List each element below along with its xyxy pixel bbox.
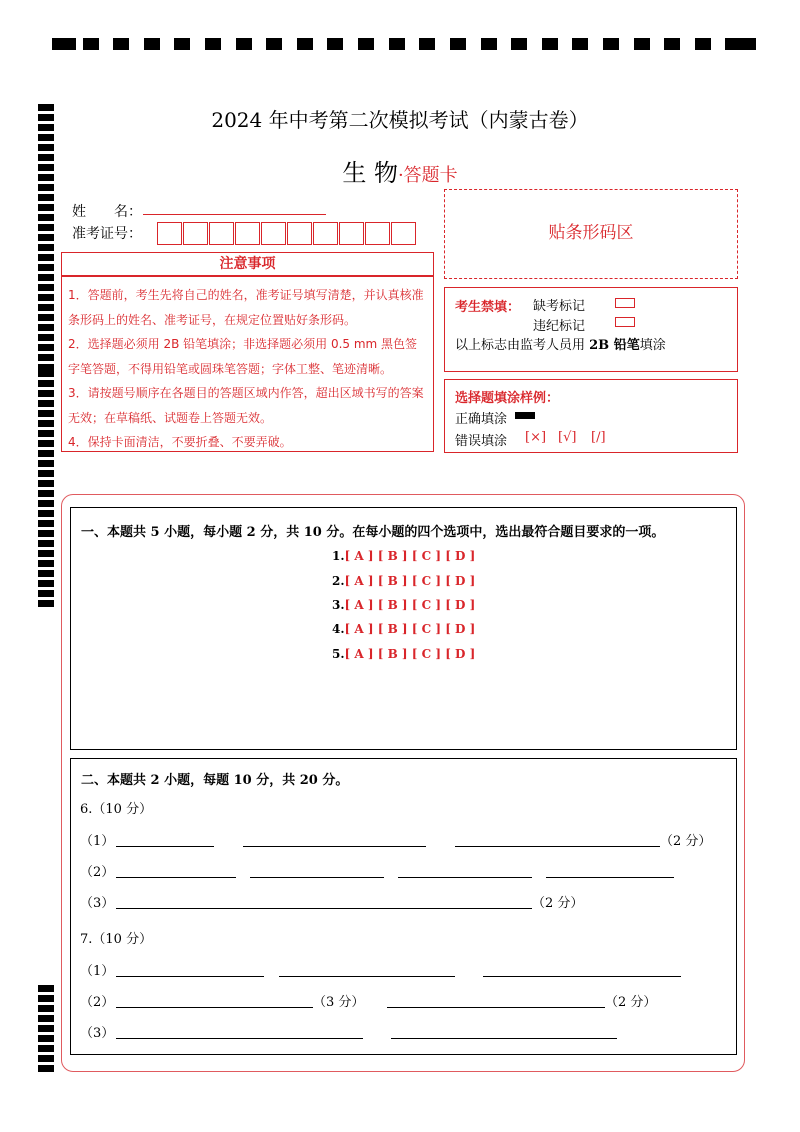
timing-marks-top [52,38,756,52]
timing-mark [38,334,54,341]
timing-mark [38,450,54,457]
timing-mark [38,440,54,447]
timing-mark [113,38,129,50]
id-label: 准考证号： [72,226,142,242]
timing-mark [695,38,711,50]
q7-part2-label: （2） [80,995,115,1010]
q7-part1-label: （1） [80,964,115,979]
notice-list [61,276,434,452]
timing-mark [38,540,54,547]
fill-sample-label: 选择题填涂样例： [455,391,560,406]
timing-mark [38,234,54,241]
timing-mark [52,38,76,50]
timing-mark [38,294,54,301]
correct-fill-sample [515,412,535,419]
section-1-title: 一、本题共 5 小题，每小题 2 分，共 10 分。在每小题的四个选项中，选出最符合题目要求的一项。 [81,525,665,540]
q7-part3-label: （3） [80,1026,115,1041]
wrong-fill-sample-x: [×] [525,430,547,445]
timing-mark [38,284,54,291]
timing-mark [38,985,54,992]
timing-mark [38,390,54,397]
violation-mark-label: 违纪标记 [533,319,586,334]
timing-mark [38,520,54,527]
notice-item: 3．请按题号顺序在各题目的答题区域内作答，超出区域书写的答案无效；在草稿纸、试题卷上答题无效。 [68,386,424,425]
notice-item: 4．保持卡面清洁，不要折叠、不要弄破。 [68,435,292,449]
timing-mark [634,38,650,50]
timing-mark [38,460,54,467]
q6-part2-blank-b[interactable] [250,877,384,878]
timing-mark [511,38,527,50]
q7-part3-blank-a[interactable] [116,1038,363,1039]
timing-marks-left-middle [38,370,54,610]
id-digit-cell[interactable] [365,222,390,245]
forbidden-note: 以上标志由监考人员用 2B 铅笔填涂 [455,338,666,353]
choice-question-5[interactable]: 5.[ A ] [ B ] [ C ] [ D ] [332,647,476,661]
q6-part3-blank[interactable] [116,908,532,909]
timing-mark [38,510,54,517]
id-digit-cell[interactable] [391,222,416,245]
q6-part3-label: （3） [80,896,115,911]
q7-part2-points-a: （3 分） [313,995,365,1010]
id-digit-cell[interactable] [287,222,312,245]
timing-mark [38,370,54,377]
card-type: ·答题卡 [397,165,458,186]
id-digit-cell[interactable] [235,222,260,245]
wrong-fill-sample-check: [√] [558,430,577,445]
q7-part2-blank-b[interactable] [387,1007,605,1008]
timing-mark [38,560,54,567]
q6-part1-label: （1） [80,834,115,849]
timing-mark [38,264,54,271]
timing-mark [572,38,588,50]
timing-mark [38,134,54,141]
timing-mark [419,38,435,50]
timing-mark [38,590,54,597]
wrong-fill-sample-slash: [/] [591,430,606,445]
timing-mark [542,38,558,50]
id-digit-cell[interactable] [157,222,182,245]
notice-item: 1．答题前，考生先将自己的姓名，准考证号填写清楚，并认真核准条形码上的姓名、准考证号，在规定位置贴好条形码。 [68,288,424,327]
timing-mark [174,38,190,50]
timing-mark [83,38,99,50]
id-digit-cell[interactable] [261,222,286,245]
timing-mark [38,490,54,497]
timing-mark [38,224,54,231]
timing-mark [38,1015,54,1022]
q6-part2-blank-a[interactable] [116,877,236,878]
timing-mark [38,470,54,477]
name-field[interactable] [143,214,326,215]
timing-mark [38,304,54,311]
id-digit-cell[interactable] [339,222,364,245]
q6-part2-blank-d[interactable] [546,877,674,878]
id-number-cells[interactable] [157,222,417,245]
forbidden-box [444,287,738,372]
q7-part1-blank-a[interactable] [116,976,264,977]
timing-mark [38,600,54,607]
q6-part2-label: （2） [80,865,115,880]
q7-part2-points-b: （2 分） [605,995,657,1010]
id-digit-cell[interactable] [313,222,338,245]
timing-mark [38,314,54,321]
notice-heading: 注意事项 [61,252,434,276]
timing-mark [297,38,313,50]
timing-mark [38,144,54,151]
timing-mark [38,354,54,361]
timing-mark [38,204,54,211]
timing-mark [38,244,54,251]
id-digit-cell[interactable] [209,222,234,245]
q6-part1-blank-a[interactable] [116,846,214,847]
timing-mark [38,1025,54,1032]
timing-mark [38,324,54,331]
q6-part1-blank-b[interactable] [243,846,426,847]
name-label: 姓 名： [72,204,142,220]
timing-mark [603,38,619,50]
absent-mark-box[interactable] [615,298,635,308]
timing-mark [38,500,54,507]
timing-mark [38,1055,54,1062]
timing-mark [732,38,756,50]
q6-part2-blank-c[interactable] [398,877,532,878]
timing-mark [38,274,54,281]
timing-mark [664,38,680,50]
timing-mark [450,38,466,50]
timing-mark [327,38,343,50]
forbidden-label: 考生禁填： [455,300,521,315]
choice-question-3[interactable]: 3.[ A ] [ B ] [ C ] [ D ] [332,598,476,612]
timing-marks-left-lower [38,985,54,1075]
timing-mark [38,580,54,587]
id-digit-cell[interactable] [183,222,208,245]
barcode-area: 贴条形码区 [444,189,738,279]
timing-mark [38,400,54,407]
absent-mark-label: 缺考标记 [533,299,586,314]
q7-part3-blank-b[interactable] [391,1038,617,1039]
question-6-label: 6.（10 分） [80,802,153,817]
violation-mark-box[interactable] [615,317,635,327]
fill-sample-box [444,379,738,453]
q7-part2-blank-a[interactable] [116,1007,313,1008]
q7-part1-blank-c[interactable] [483,976,681,977]
section-2-box [70,758,737,1055]
timing-mark [38,344,54,351]
timing-mark [38,1045,54,1052]
q6-part3-points: （2 分） [532,896,584,911]
timing-mark [389,38,405,50]
q6-part1-points: （2 分） [660,834,712,849]
timing-mark [38,570,54,577]
timing-mark [236,38,252,50]
timing-mark [38,550,54,557]
timing-mark [38,1035,54,1042]
timing-mark [38,1065,54,1072]
timing-mark [38,530,54,537]
section-2-title: 二、本题共 2 小题，每题 10 分，共 20 分。 [81,773,349,788]
q6-part1-blank-c[interactable] [455,846,660,847]
choice-question-2[interactable]: 2.[ A ] [ B ] [ C ] [ D ] [332,574,476,588]
timing-mark [38,254,54,261]
notice-item: 2．选择题必须用 2B 铅笔填涂；非选择题必须用 0.5 mm 黑色签字笔答题，不得用铅笔或圆珠笔答题；字体工整、笔迹清晰。 [68,337,418,376]
timing-mark [266,38,282,50]
timing-mark [38,194,54,201]
choice-question-4[interactable]: 4.[ A ] [ B ] [ C ] [ D ] [332,622,476,636]
timing-mark [38,995,54,1002]
q7-part1-blank-b[interactable] [279,976,455,977]
choice-question-1[interactable]: 1.[ A ] [ B ] [ C ] [ D ] [332,549,476,563]
timing-mark [38,410,54,417]
timing-mark [38,480,54,487]
correct-fill-label: 正确填涂 [455,412,508,427]
timing-mark [205,38,221,50]
timing-mark [38,430,54,437]
timing-mark [38,1005,54,1012]
question-7-label: 7.（10 分） [80,932,153,947]
timing-mark [38,380,54,387]
timing-mark [481,38,497,50]
wrong-fill-label: 错误填涂 [455,434,508,449]
timing-mark [144,38,160,50]
timing-mark [358,38,374,50]
subject-name: 生 物 [342,159,398,187]
subject-title [0,153,800,188]
timing-mark [38,420,54,427]
timing-mark [38,214,54,221]
exam-title: 2024 年中考第二次模拟考试（内蒙古卷） [211,108,589,132]
